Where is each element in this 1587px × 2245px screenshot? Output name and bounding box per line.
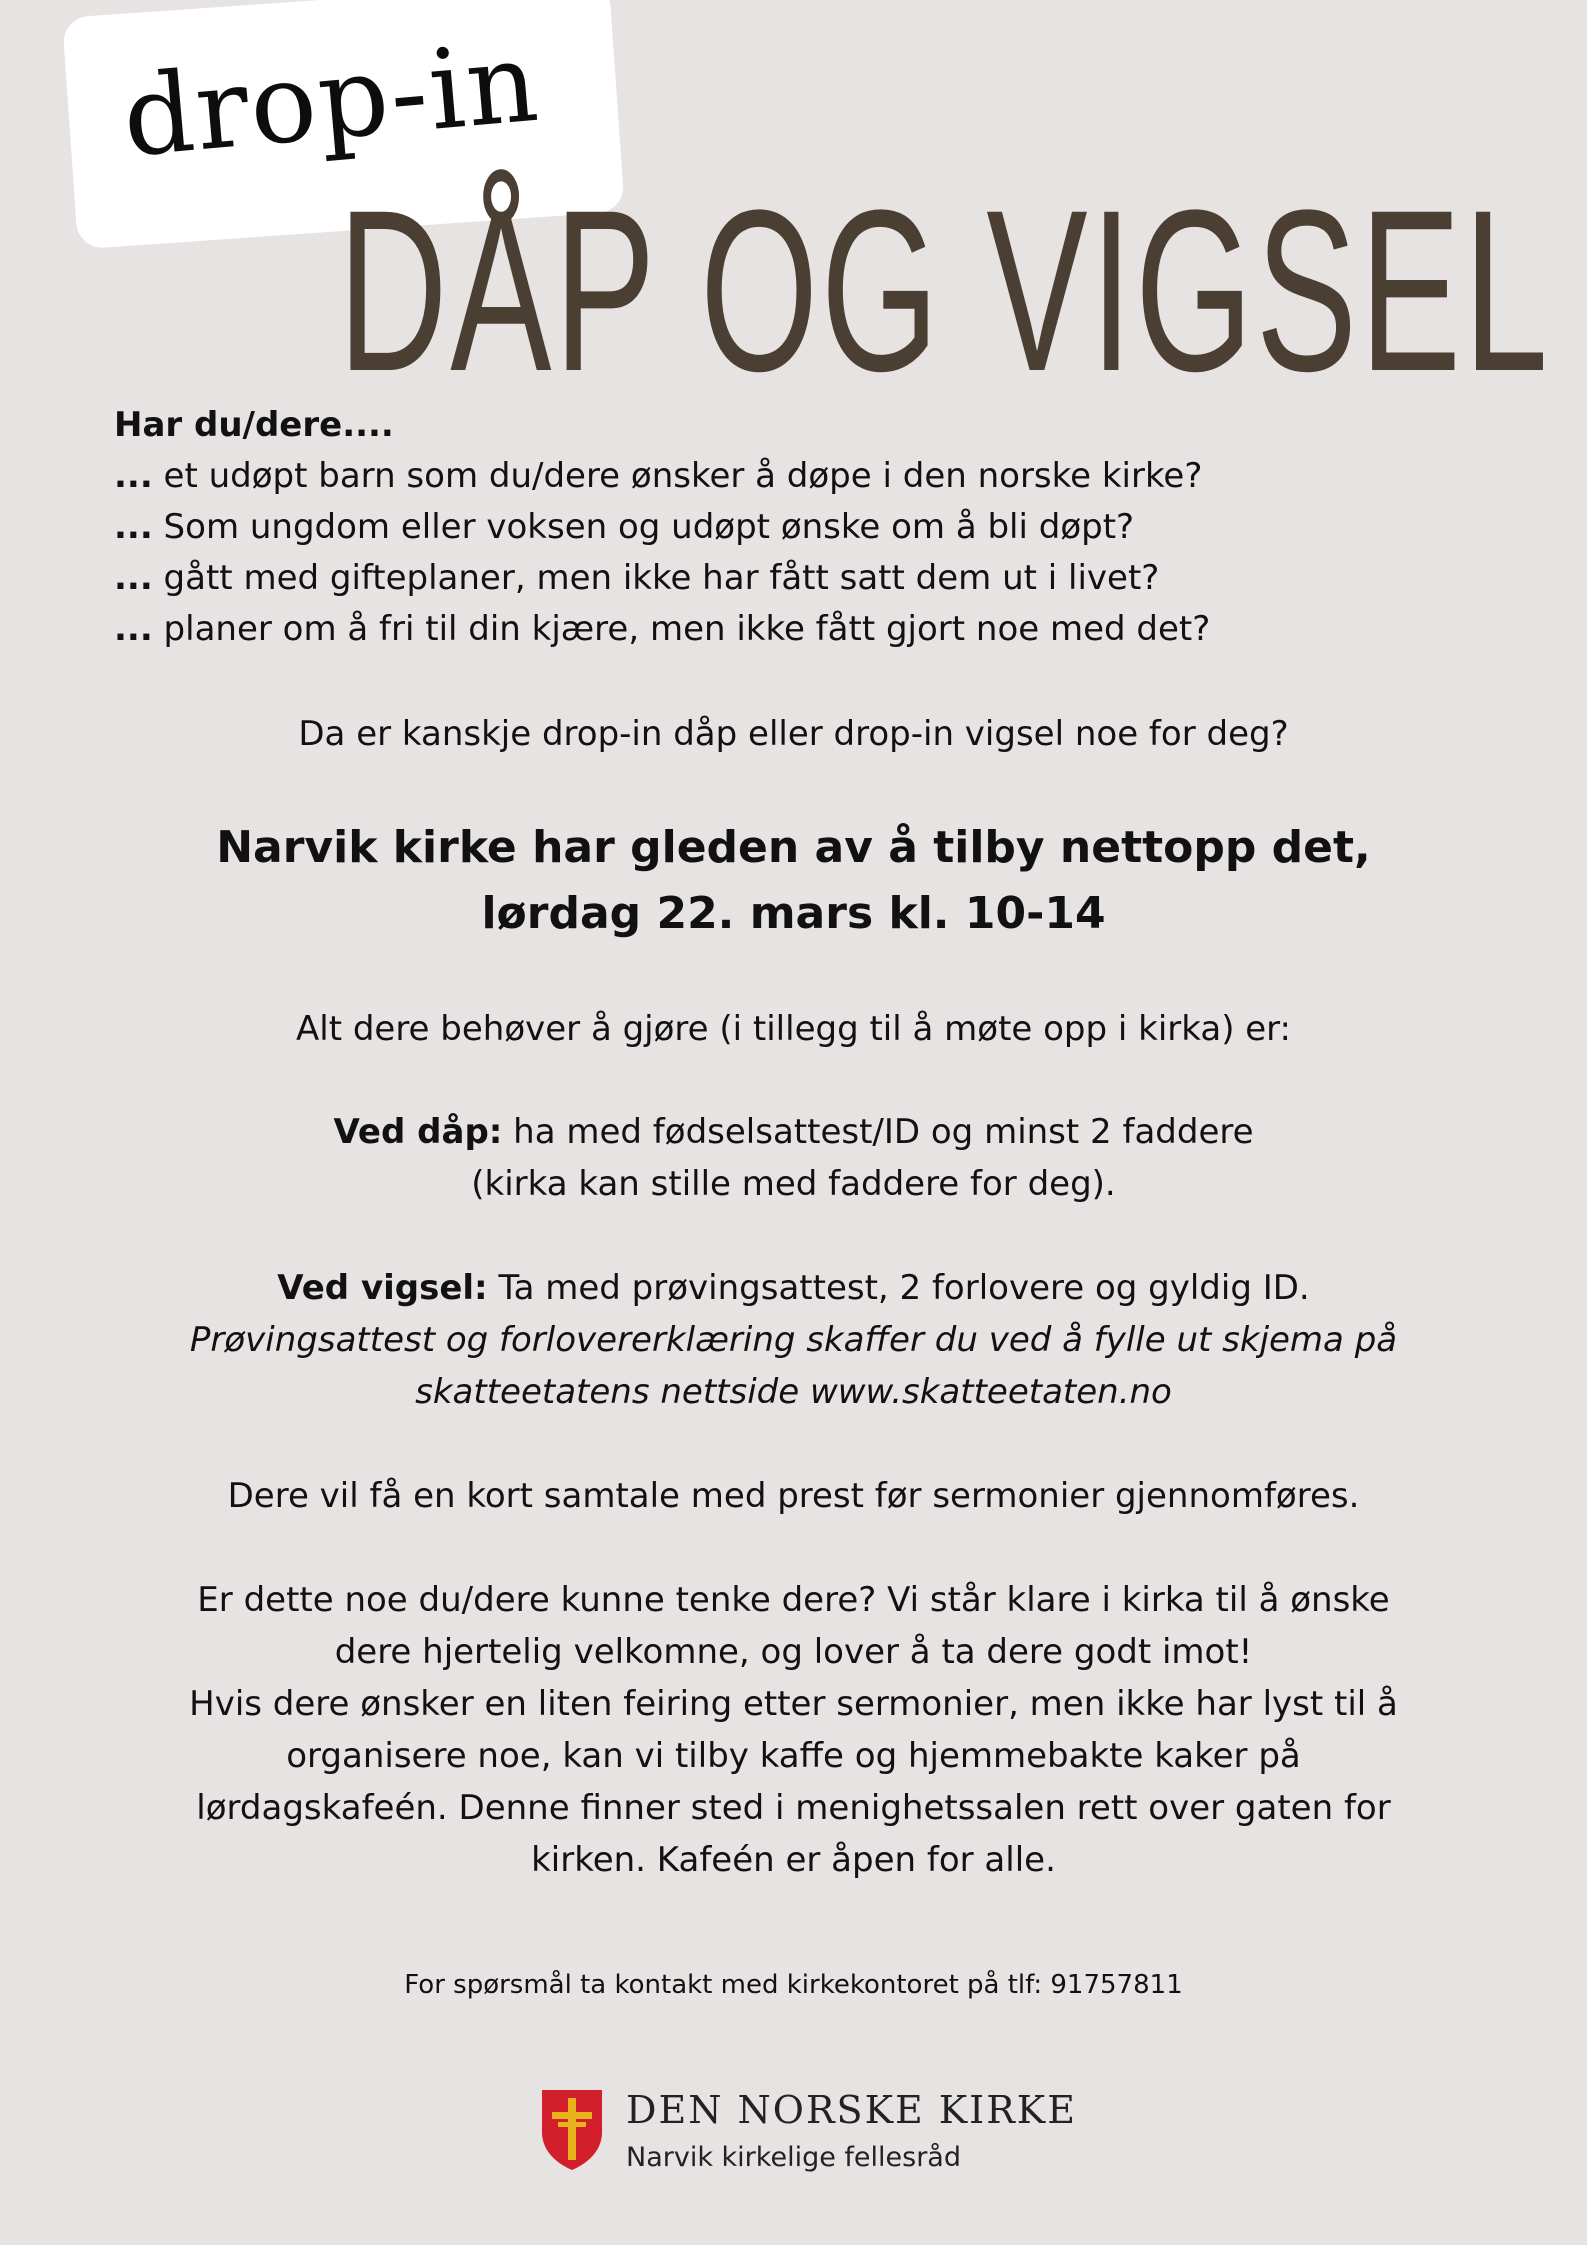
intro-item — [114, 451, 1514, 502]
wedding-text: Ta med prøvingsattest, 2 forlovere og gyldig ID. — [487, 1268, 1310, 1308]
announcement — [60, 815, 1527, 947]
org-subtitle: Narvik kirkelige fellesråd — [626, 2142, 961, 2173]
baptism-label: Ved dåp: — [333, 1112, 503, 1152]
wedding-label: Ved vigsel: — [277, 1268, 488, 1308]
wedding-note-line-1: Prøvingsattest og forlovererklæring skaffer du ved å fylle ut skjema på — [189, 1320, 1398, 1360]
requirements-intro: Alt dere behøver å gjøre (i tillegg til å møte opp i kirka) er: — [295, 1009, 1292, 1049]
intro-item-text: gått med gifteplaner, men ikke har fått satt dem ut i livet? — [152, 558, 1160, 598]
org-name: DEN NORSKE KIRKE — [626, 2088, 1077, 2132]
church-cross-shield-icon — [540, 2088, 604, 2172]
intro-item — [114, 604, 1514, 655]
footer-logo — [540, 2088, 1077, 2178]
closing-line: lørdagskafeén. Denne finner sted i menighetssalen rett over gaten for — [196, 1788, 1391, 1828]
closing-line: Er dette noe du/dere kunne tenke dere? Vi står klare i kirka til å ønske — [197, 1580, 1390, 1620]
announcement-line-1: Narvik kirke har gleden av å tilby nettopp det, — [216, 822, 1371, 873]
intro-item-text: Som ungdom eller voksen og udøpt ønske om å bli døpt? — [152, 507, 1135, 547]
question-text: Da er kanskje drop-in dåp eller drop-in vigsel noe for deg? — [298, 714, 1289, 754]
contact-text: For spørsmål ta kontakt med kirkekontoret på tlf: 91757811 — [404, 1970, 1183, 2000]
intro-item — [114, 553, 1514, 604]
intro-item-text: planer om å fri til din kjære, men ikke fått gjort noe med det? — [152, 609, 1211, 649]
conversation-text: Dere vil få en kort samtale med prest før sermonier gjennomføres. — [227, 1476, 1360, 1516]
intro-lead: Har du/dere.... — [114, 405, 394, 445]
closing-section — [60, 1574, 1527, 1886]
intro-section — [114, 400, 1514, 655]
announcement-date: lørdag 22. mars kl. 10-14 — [481, 888, 1106, 939]
closing-line: Hvis dere ønsker en liten feiring etter sermonier, men ikke har lyst til å — [189, 1684, 1398, 1724]
intro-item-dots: ... — [114, 609, 153, 649]
wedding-section — [60, 1262, 1527, 1418]
baptism-note: (kirka kan stille med faddere for deg). — [471, 1164, 1116, 1204]
closing-line: organisere noe, kan vi tilby kaffe og hjemmebakte kaker på — [286, 1736, 1301, 1776]
intro-item-dots: ... — [114, 456, 153, 496]
closing-line: kirken. Kafeén er åpen for alle. — [531, 1840, 1056, 1880]
closing-line: dere hjertelig velkomne, og lover å ta dere godt imot! — [334, 1632, 1253, 1672]
intro-item-dots: ... — [114, 558, 153, 598]
intro-item-dots: ... — [114, 507, 153, 547]
baptism-section — [60, 1106, 1527, 1210]
intro-item-text: et udøpt barn som du/dere ønsker å døpe i den norske kirke? — [152, 456, 1203, 496]
wedding-note-line-2: skatteetatens nettside www.skatteetaten.no — [415, 1372, 1172, 1412]
page-title: DÅP OG VIGSEL — [338, 162, 1551, 419]
baptism-text: ha med fødselsattest/ID og minst 2 faddere — [502, 1112, 1254, 1152]
drop-in-tag-text: drop-in — [118, 17, 545, 182]
intro-item — [114, 502, 1514, 553]
